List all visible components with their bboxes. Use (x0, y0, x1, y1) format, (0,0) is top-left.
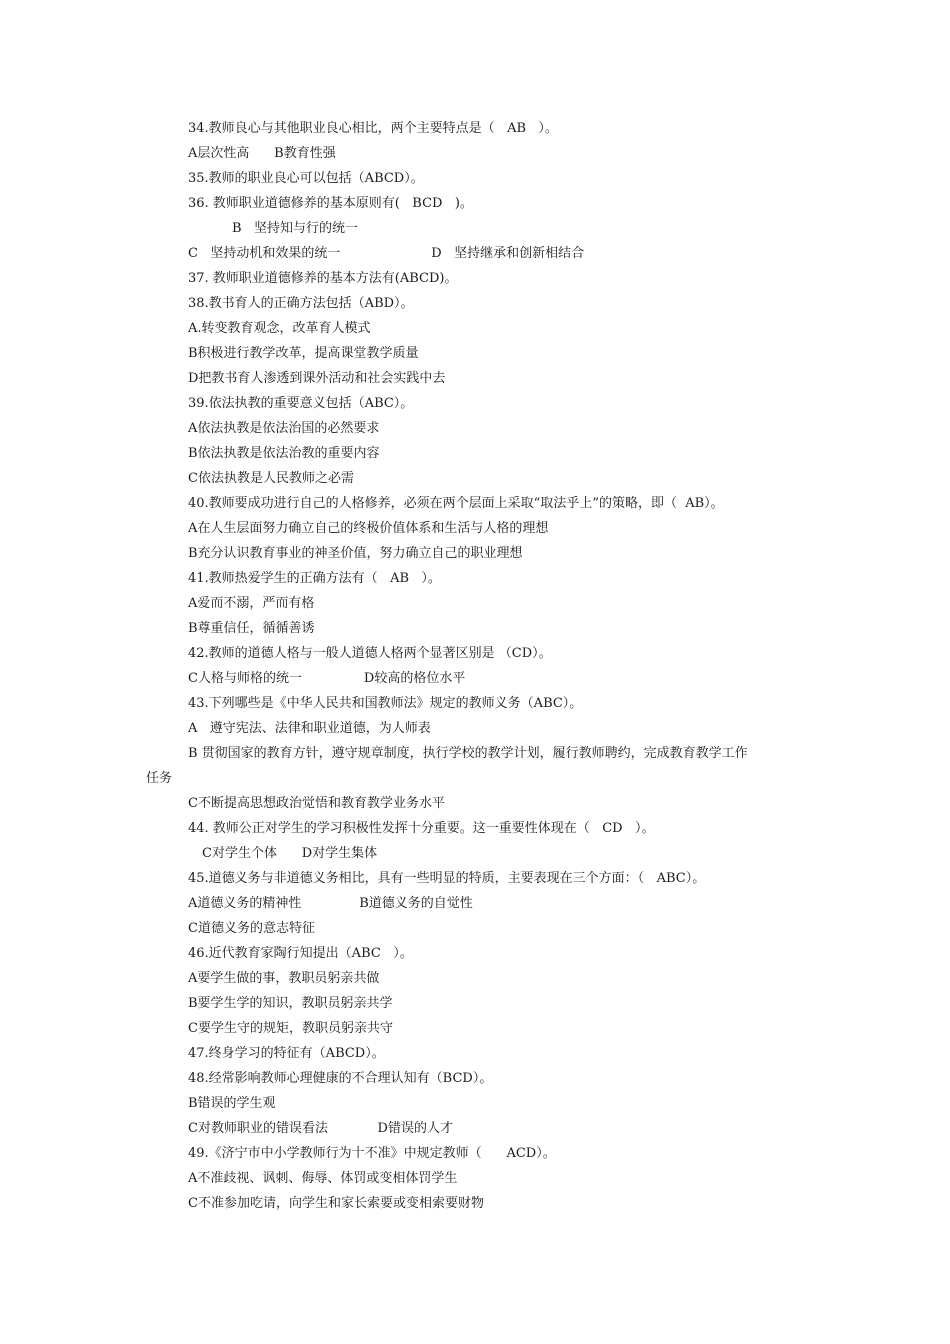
question-43-option-b: B 贯彻国家的教育方针，遵守规章制度，执行学校的教学计划，履行教师聘约，完成教育教学工作 (188, 746, 748, 761)
question-38-option-d: D把教书育人渗透到课外活动和社会实践中去 (188, 371, 446, 386)
question-43-option-b-continued: 任务 (146, 771, 173, 786)
question-44: 44. 教师公正对学生的学习积极性发挥十分重要。这一重要性体现在（ CD ）。 (188, 821, 655, 836)
question-43: 43.下列哪些是《中华人民共和国教师法》规定的教师义务（ABC）。 (188, 696, 583, 711)
question-40: 40.教师要成功进行自己的人格修养，必须在两个层面上采取“取法乎上”的策略，即（ AB）。 (188, 496, 724, 511)
question-46-option-b: B要学生学的知识，教职员躬亲共学 (188, 996, 393, 1011)
question-35: 35.教师的职业良心可以包括（ABCD）。 (188, 171, 424, 186)
question-36-options-cd: C 坚持动机和效果的统一 D 坚持继承和创新相结合 (188, 246, 585, 261)
question-41-option-a: A爱而不溺，严而有格 (188, 596, 315, 611)
question-42-options: C人格与师格的统一 D较高的格位水平 (188, 671, 466, 686)
question-49-option-a: A不准歧视、讽刺、侮辱、体罚或变相体罚学生 (188, 1171, 458, 1186)
question-36-option-b: B 坚持知与行的统一 (232, 221, 358, 236)
question-49-option-c: C不准参加吃请，向学生和家长索要或变相索要财物 (188, 1196, 484, 1211)
question-43-option-c: C不断提高思想政治觉悟和教育教学业务水平 (188, 796, 445, 811)
question-38-option-a: A.转变教育观念，改革育人模式 (188, 321, 371, 336)
question-46-option-a: A要学生做的事，教职员躬亲共做 (188, 971, 380, 986)
question-37: 37. 教师职业道德修养的基本方法有(ABCD)。 (188, 271, 458, 286)
question-48-option-b: B错误的学生观 (188, 1096, 276, 1111)
question-40-option-b: B充分认识教育事业的神圣价值，努力确立自己的职业理想 (188, 546, 523, 561)
question-45: 45.道德义务与非道德义务相比，具有一些明显的特质，主要表现在三个方面：（ ABC）。 (188, 871, 706, 886)
question-42: 42.教师的道德人格与一般人道德人格两个显著区别是 （CD）。 (188, 646, 552, 661)
question-43-option-a: A 遵守宪法、法律和职业道德，为人师表 (188, 721, 431, 736)
question-39-option-c: C依法执教是人民教师之必需 (188, 471, 354, 486)
question-46-option-c: C要学生守的规矩，教职员躬亲共守 (188, 1021, 393, 1036)
question-38-option-b: B积极进行教学改革，提高课堂教学质量 (188, 346, 419, 361)
question-45-options-ab: A道德义务的精神性 B道德义务的自觉性 (188, 896, 473, 911)
question-34: 34.教师良心与其他职业良心相比，两个主要特点是（ AB ）。 (188, 121, 558, 136)
question-45-option-c: C道德义务的意志特征 (188, 921, 315, 936)
question-36: 36. 教师职业道德修养的基本原则有( BCD )。 (188, 196, 473, 211)
question-47: 47.终身学习的特征有（ABCD）。 (188, 1046, 385, 1061)
question-48-options-cd: C对教师职业的错误看法 D错误的人才 (188, 1121, 453, 1136)
question-39-option-b: B依法执教是依法治教的重要内容 (188, 446, 380, 461)
question-41-option-b: B尊重信任，循循善诱 (188, 621, 315, 636)
question-41: 41.教师热爱学生的正确方法有（ AB ）。 (188, 571, 441, 586)
question-40-option-a: A在人生层面努力确立自己的终极价值体系和生活与人格的理想 (188, 521, 549, 536)
question-34-options: A层次性高 B教育性强 (188, 146, 336, 161)
question-49: 49.《济宁市中小学教师行为十不准》中规定教师（ ACD）。 (188, 1146, 556, 1161)
question-46: 46.近代教育家陶行知提出（ABC ）。 (188, 946, 413, 961)
question-38: 38.教书育人的正确方法包括（ABD）。 (188, 296, 414, 311)
question-39-option-a: A依法执教是依法治国的必然要求 (188, 421, 380, 436)
question-44-options: C对学生个体 D对学生集体 (202, 846, 378, 861)
question-39: 39.依法执教的重要意义包括（ABC）。 (188, 396, 414, 411)
question-48: 48.经常影响教师心理健康的不合理认知有（BCD）。 (188, 1071, 493, 1086)
